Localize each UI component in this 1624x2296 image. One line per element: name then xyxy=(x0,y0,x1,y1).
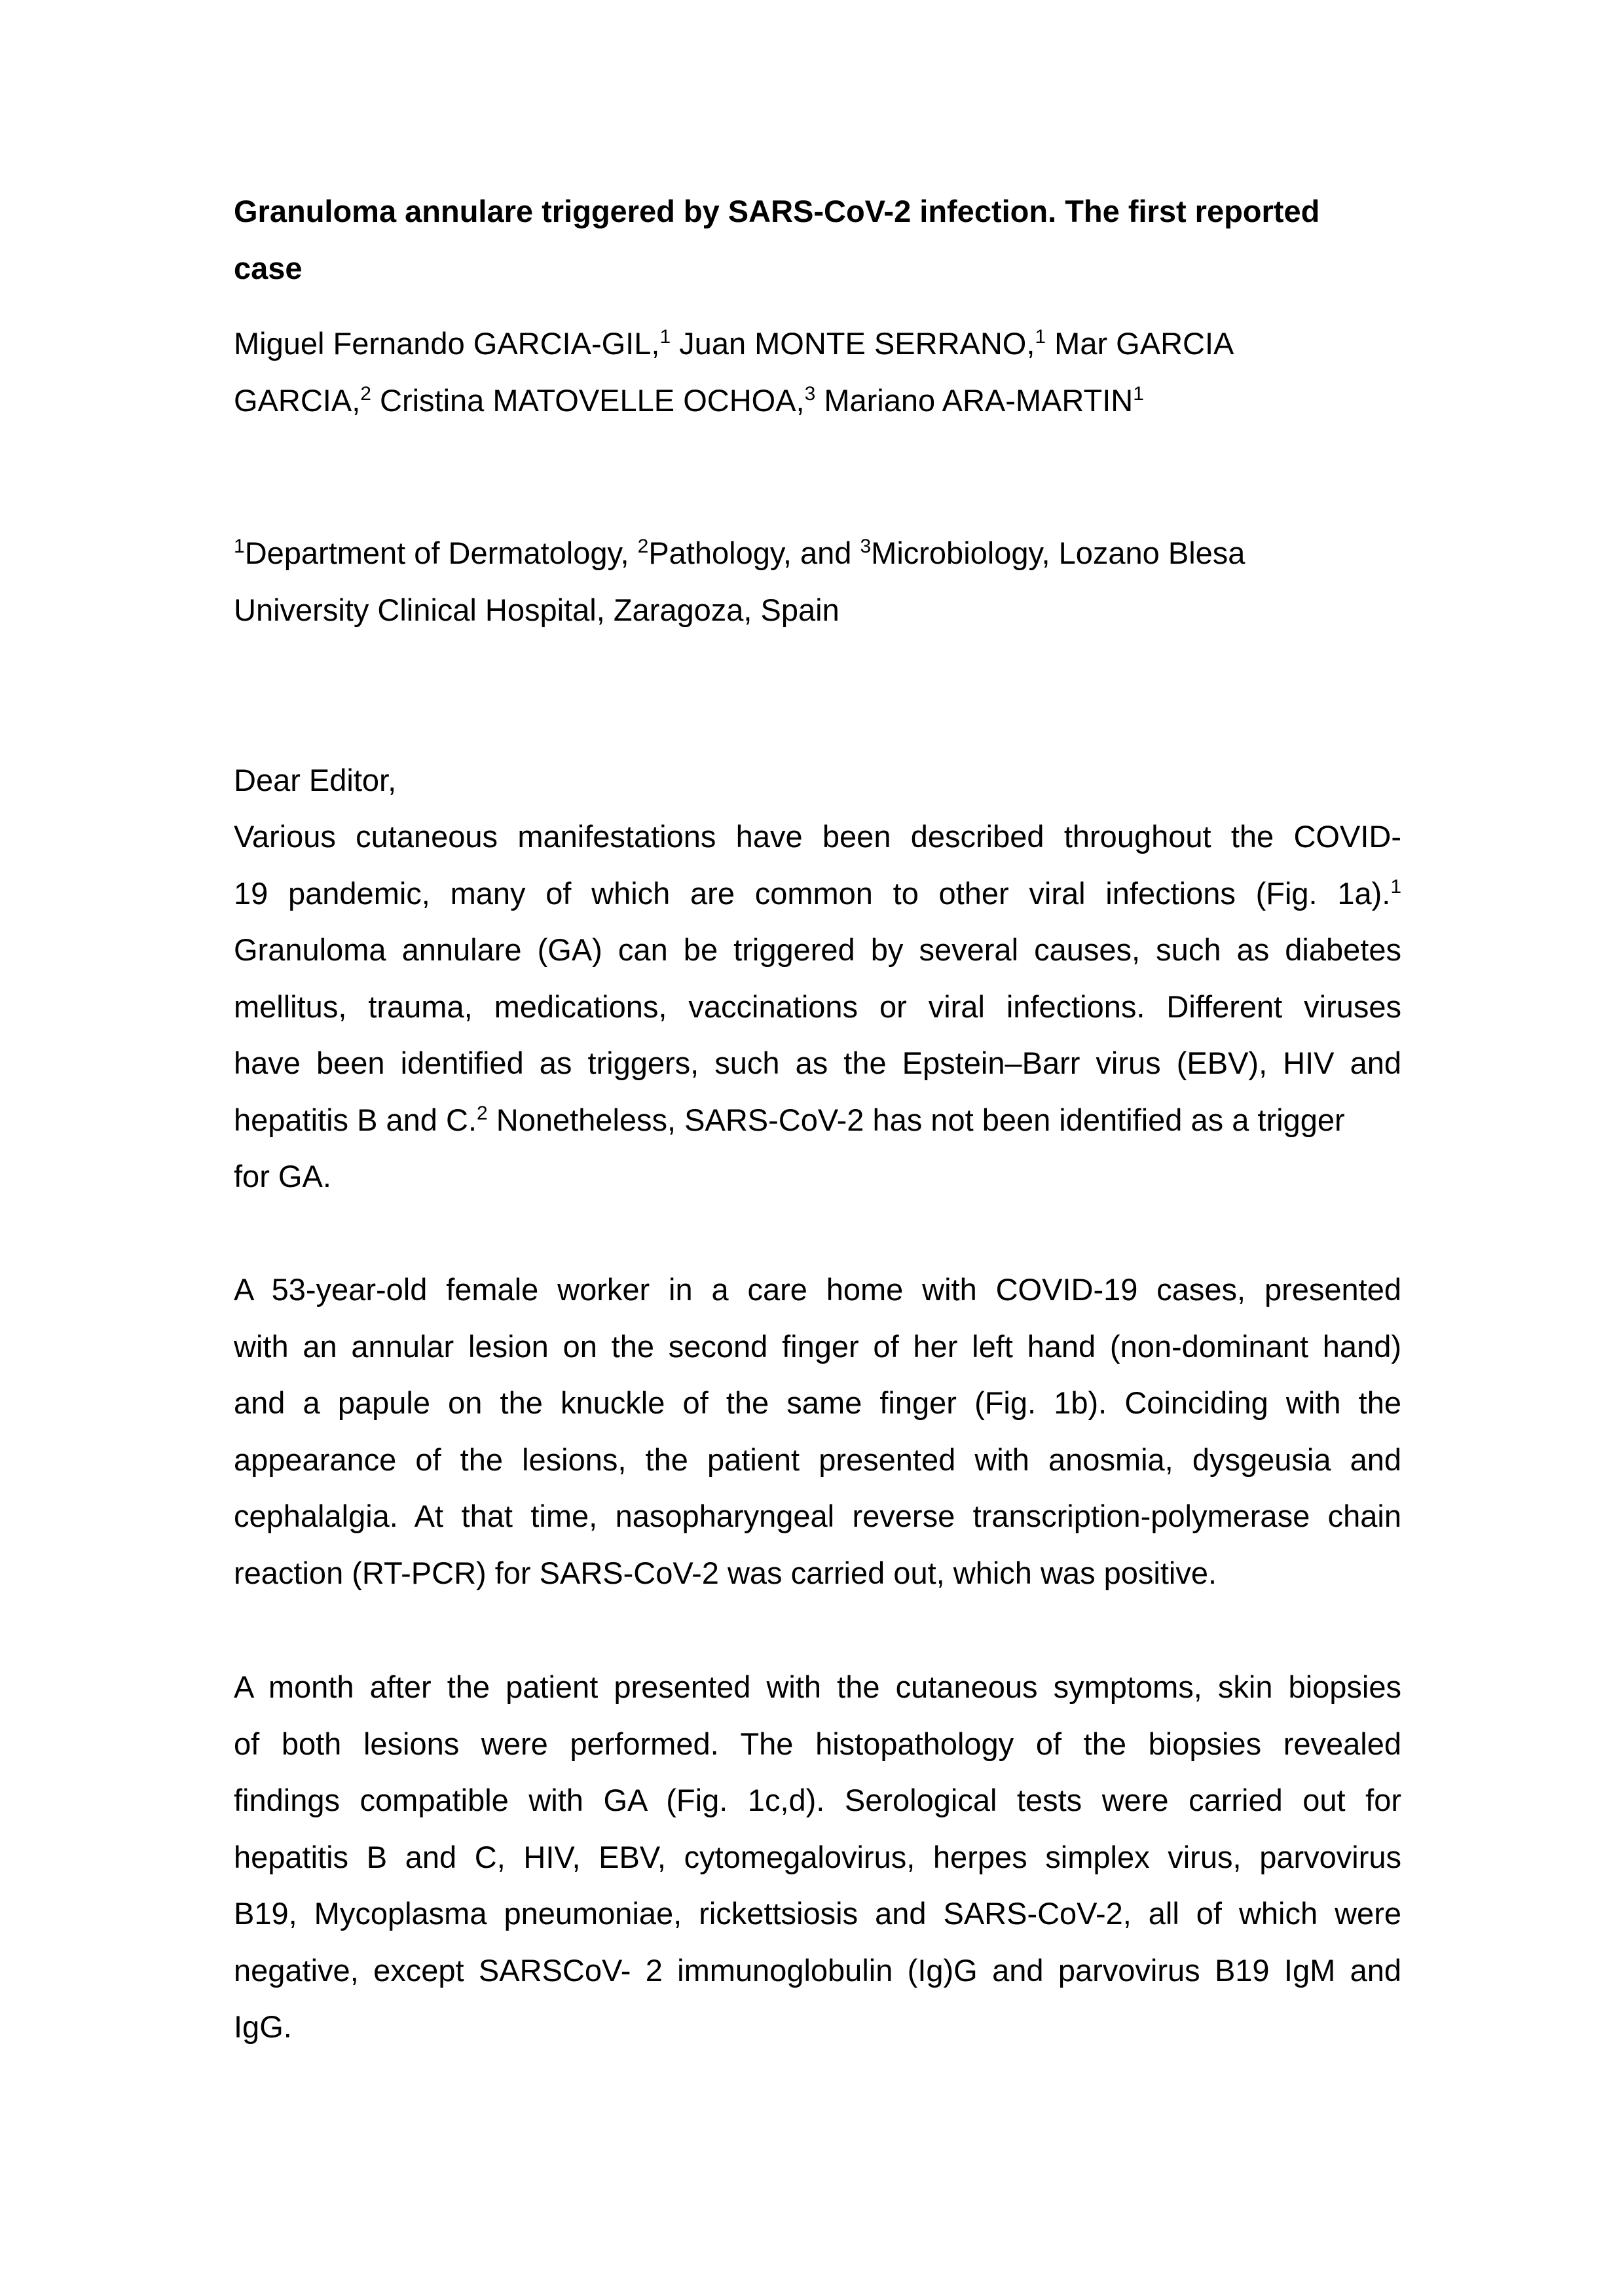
author-name: Miguel Fernando GARCIA-GIL, xyxy=(234,326,660,361)
paragraph-introduction xyxy=(234,809,1401,1205)
line-text: 19 pandemic, many of which are common to other viral infections (Fig. 1a). xyxy=(234,875,1391,911)
affiliation-marker: 3 xyxy=(804,382,816,405)
affiliation-line: University Clinical Hospital, Zaragoza, Spain xyxy=(234,592,840,627)
affiliation-marker: 3 xyxy=(860,536,872,557)
salutation: Dear Editor, xyxy=(234,763,397,797)
paragraph-line: of both lesions were performed. The histopathology of the biopsies revealed xyxy=(234,1726,1401,1761)
paragraph-line: Granuloma annulare (GA) can be triggered by several causes, such as diabetes xyxy=(234,932,1401,967)
paragraph-line: hepatitis B and C, HIV, EBV, cytomegalovirus, herpes simplex virus, parvovirus xyxy=(234,1839,1401,1874)
paragraph-line: Various cutaneous manifestations have been described throughout the COVID- xyxy=(234,819,1401,854)
author-name: Mariano ARA-MARTIN xyxy=(815,382,1134,418)
paragraph-line xyxy=(234,1092,1401,1149)
paragraph-line: findings compatible with GA (Fig. 1c,d). Serological tests were carried out for xyxy=(234,1783,1401,1817)
author-name: Cristina MATOVELLE OCHOA, xyxy=(371,382,805,418)
paragraph-line: IgG. xyxy=(234,2009,292,2044)
paragraph-line: reaction (RT-PCR) for SARS-CoV-2 was carried out, which was positive. xyxy=(234,1555,1217,1590)
paragraph-line: B19, Mycoplasma pneumoniae, rickettsiosis and SARS-CoV-2, all of which were xyxy=(234,1896,1401,1931)
paragraph-line: appearance of the lesions, the patient presented with anosmia, dysgeusia and xyxy=(234,1442,1401,1477)
paragraph-line xyxy=(234,866,1401,922)
citation-marker: 2 xyxy=(477,1102,488,1124)
title-line: Granuloma annulare triggered by SARS-CoV-2 infection. The first reported xyxy=(234,194,1320,228)
author-line xyxy=(234,373,1401,429)
paragraph-investigations xyxy=(234,1659,1401,2056)
paragraph-line: negative, except SARSCoV- 2 immunoglobulin (Ig)G and parvovirus B19 IgM and xyxy=(234,1952,1401,1988)
paragraph-line: cephalalgia. At that time, nasopharyngeal reverse transcription-polymerase chain xyxy=(234,1499,1401,1533)
paragraph-line: and a papule on the knuckle of the same finger (Fig. 1b). Coinciding with the xyxy=(234,1385,1401,1420)
affiliation-marker: 1 xyxy=(1133,382,1144,405)
author-name: GARCIA, xyxy=(234,382,361,418)
affiliation-marker: 2 xyxy=(637,536,649,557)
paragraph-line: A 53-year-old female worker in a care home with COVID-19 cases, presented xyxy=(234,1272,1401,1307)
affiliation-marker: 1 xyxy=(659,326,671,348)
affiliation-list xyxy=(234,525,1401,638)
affiliation-line xyxy=(234,525,1401,582)
article-title xyxy=(234,183,1401,297)
line-text: Nonetheless, SARS-CoV-2 has not been identified as a trigger xyxy=(487,1102,1345,1137)
paragraph-case-presentation xyxy=(234,1262,1401,1601)
affiliation-marker: 2 xyxy=(360,382,371,405)
title-line: case xyxy=(234,250,303,285)
author-list xyxy=(234,316,1401,429)
affiliation-text: Pathology, and xyxy=(648,536,860,570)
affiliation-marker: 1 xyxy=(1035,326,1046,348)
paragraph-line: for GA. xyxy=(234,1159,331,1194)
author-name: Mar GARCIA xyxy=(1046,326,1234,361)
citation-marker: 1 xyxy=(1390,875,1401,898)
affiliation-marker: 1 xyxy=(234,536,245,557)
line-text: hepatitis B and C. xyxy=(234,1102,477,1137)
paragraph-line: mellitus, trauma, medications, vaccinations or viral infections. Different viruses xyxy=(234,989,1401,1024)
author-line xyxy=(234,316,1401,373)
author-name: Juan MONTE SERRANO, xyxy=(671,326,1035,361)
paragraph-line: A month after the patient presented with the cutaneous symptoms, skin biopsies xyxy=(234,1669,1401,1704)
paragraph-line: have been identified as triggers, such as the Epstein–Barr virus (EBV), HIV and xyxy=(234,1046,1401,1080)
paragraph-line: with an annular lesion on the second finger of her left hand (non-dominant hand) xyxy=(234,1328,1401,1364)
affiliation-text: Microbiology, Lozano Blesa xyxy=(871,536,1246,570)
affiliation-text: Department of Dermatology, xyxy=(244,536,638,570)
